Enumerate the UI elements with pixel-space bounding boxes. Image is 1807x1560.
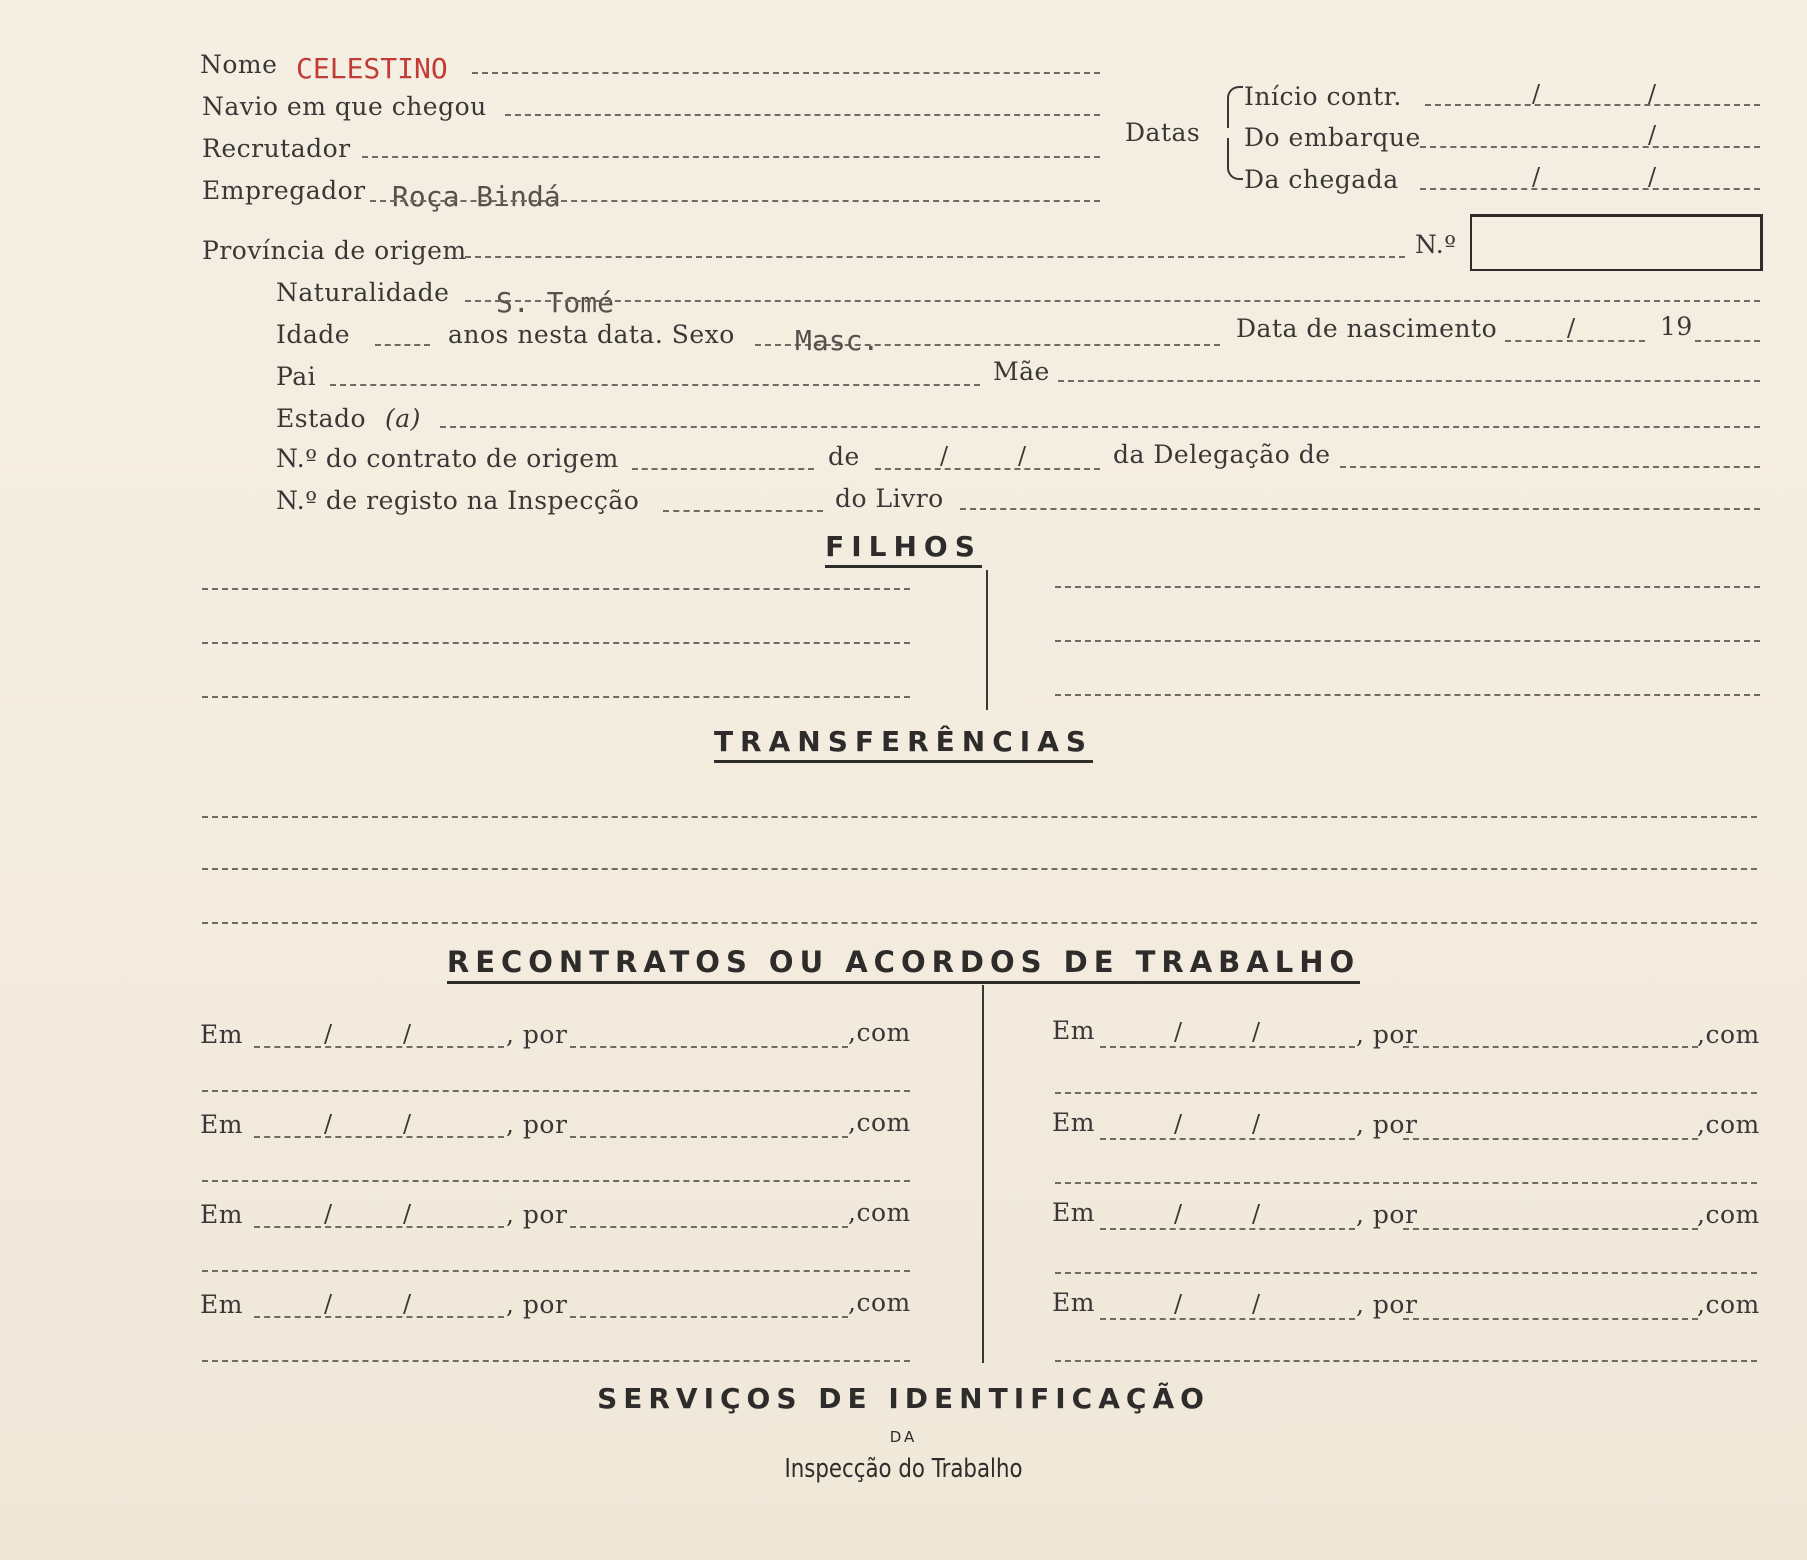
inicio-line (1425, 104, 1760, 106)
contrato-label: N.º do contrato de origem (276, 444, 619, 473)
empregador-value: Roça Bindá (392, 180, 561, 213)
em-slash-2: / (403, 1110, 412, 1138)
estado-line (440, 426, 1760, 428)
ano-prefix: 19 (1660, 312, 1693, 341)
em-slash-2: / (1252, 1290, 1261, 1318)
em-slash-1: / (1174, 1290, 1183, 1318)
em-date-line (1100, 1138, 1355, 1140)
por-line (570, 1316, 848, 1318)
recontratos-heading-text: RECONTRATOS OU ACORDOS DE TRABALHO (447, 945, 1360, 984)
livro-line (960, 508, 1760, 510)
por-line (570, 1046, 848, 1048)
transferencias-line-2 (202, 868, 1757, 870)
com-label: ,com (848, 1198, 911, 1227)
recontrato-continuation-line (202, 1090, 910, 1092)
em-label: Em (1052, 1108, 1095, 1137)
transferencias-line-1 (202, 816, 1757, 818)
em-label: Em (200, 1110, 243, 1139)
em-slash-1: / (324, 1020, 333, 1048)
nome-line (472, 72, 1100, 74)
delegacao-label: da Delegação de (1113, 440, 1331, 469)
embarque-line (1420, 146, 1760, 148)
com-label: ,com (848, 1018, 911, 1047)
transferencias-line-3 (202, 922, 1757, 924)
anos-label: anos nesta data. Sexo (448, 320, 735, 349)
em-label: Em (200, 1200, 243, 1229)
recontrato-continuation-line (1055, 1272, 1757, 1274)
datas-brace-top (1227, 86, 1243, 128)
empregador-label: Empregador (202, 176, 366, 205)
footer-title: SERVIÇOS DE IDENTIFICAÇÃO (597, 1382, 1210, 1415)
contrato-de-label: de (828, 442, 860, 471)
registo-line (663, 510, 823, 512)
mae-line (1058, 380, 1760, 382)
em-slash-2: / (1252, 1018, 1261, 1046)
filhos-left-line-1 (202, 588, 910, 590)
em-slash-2: / (1252, 1110, 1261, 1138)
por-label: , por (506, 1200, 568, 1229)
em-date-line (254, 1316, 504, 1318)
por-label: , por (1356, 1020, 1418, 1049)
recontrato-continuation-line (1055, 1182, 1757, 1184)
em-date-line (1100, 1318, 1355, 1320)
chegada-label: Da chegada (1244, 165, 1399, 194)
contrato-slash-2: / (1018, 442, 1027, 470)
em-label: Em (200, 1290, 243, 1319)
filhos-right-line-2 (1055, 640, 1760, 642)
numero-box[interactable] (1470, 214, 1763, 271)
em-label: Em (200, 1020, 243, 1049)
recontratos-heading (0, 945, 1807, 979)
embarque-slash: / (1648, 121, 1657, 149)
filhos-right-line-1 (1055, 586, 1760, 588)
em-slash-1: / (324, 1110, 333, 1138)
recrutador-label: Recrutador (202, 134, 351, 163)
provincia-line (465, 256, 1405, 258)
footer-da: DA (889, 1428, 918, 1446)
delegacao-line (1340, 466, 1760, 468)
pai-label: Pai (276, 362, 317, 391)
por-label: , por (1356, 1290, 1418, 1319)
recontratos-divider (982, 985, 984, 1363)
em-slash-2: / (403, 1200, 412, 1228)
com-label: ,com (1697, 1020, 1760, 1049)
por-line (1403, 1318, 1698, 1320)
livro-label: do Livro (835, 484, 944, 513)
navio-label: Navio em que chegou (202, 92, 487, 121)
em-slash-1: / (1174, 1110, 1183, 1138)
idade-label: Idade (276, 320, 351, 349)
footer-inspeccao: Inspecção do Trabalho (784, 1454, 1023, 1484)
recontrato-continuation-line (202, 1270, 910, 1272)
recontrato-continuation-line (202, 1360, 910, 1362)
chegada-slash-2: / (1648, 163, 1657, 191)
nascimento-slash: / (1567, 314, 1576, 342)
provincia-label: Província de origem (202, 236, 467, 265)
recontrato-continuation-line (1055, 1360, 1757, 1362)
filhos-heading (0, 530, 1807, 563)
sexo-value: Masc. (795, 324, 880, 357)
registo-label: N.º de registo na Inspecção (276, 486, 640, 515)
navio-line (505, 114, 1100, 116)
em-slash-1: / (1174, 1018, 1183, 1046)
com-label: ,com (1697, 1110, 1760, 1139)
em-slash-2: / (403, 1020, 412, 1048)
filhos-heading-text: FILHOS (825, 530, 982, 568)
filhos-right-line-3 (1055, 694, 1760, 696)
contrato-date-line (875, 468, 1100, 470)
por-label: , por (1356, 1200, 1418, 1229)
com-label: ,com (848, 1108, 911, 1137)
por-label: , por (506, 1290, 568, 1319)
em-date-line (254, 1226, 504, 1228)
em-slash-2: / (403, 1290, 412, 1318)
em-slash-1: / (1174, 1200, 1183, 1228)
filhos-left-line-3 (202, 696, 910, 698)
por-line (1403, 1228, 1698, 1230)
nome-value: CELESTINO (296, 52, 448, 85)
em-slash-1: / (324, 1290, 333, 1318)
por-line (570, 1136, 848, 1138)
por-line (1403, 1046, 1698, 1048)
idade-line (375, 344, 430, 346)
em-date-line (1100, 1046, 1355, 1048)
em-label: Em (1052, 1288, 1095, 1317)
recontrato-continuation-line (1055, 1092, 1757, 1094)
estado-note: (a) (385, 404, 421, 433)
em-date-line (254, 1046, 504, 1048)
transferencias-heading-text: TRANSFERÊNCIAS (714, 725, 1093, 763)
com-label: ,com (848, 1288, 911, 1317)
por-label: , por (1356, 1110, 1418, 1139)
em-label: Em (1052, 1198, 1095, 1227)
naturalidade-line (465, 300, 1760, 302)
por-line (570, 1226, 848, 1228)
datas-label: Datas (1125, 118, 1201, 147)
embarque-label: Do embarque (1244, 123, 1421, 152)
ano-line (1695, 340, 1760, 342)
datas-brace-bottom (1227, 138, 1243, 180)
por-label: , por (506, 1020, 568, 1049)
em-date-line (1100, 1228, 1355, 1230)
com-label: ,com (1697, 1290, 1760, 1319)
recontrato-continuation-line (202, 1180, 910, 1182)
em-slash-2: / (1252, 1200, 1261, 1228)
empregador-line (370, 200, 1100, 202)
filhos-left-line-2 (202, 642, 910, 644)
chegada-line (1420, 188, 1760, 190)
por-label: , por (506, 1110, 568, 1139)
naturalidade-label: Naturalidade (276, 278, 450, 307)
pai-line (330, 384, 980, 386)
em-label: Em (1052, 1016, 1095, 1045)
inicio-slash-2: / (1648, 80, 1657, 108)
filhos-divider (986, 570, 988, 710)
por-line (1403, 1138, 1698, 1140)
transferencias-heading (0, 725, 1807, 758)
inicio-label: Início contr. (1244, 82, 1402, 111)
em-slash-1: / (324, 1200, 333, 1228)
em-date-line (254, 1136, 504, 1138)
numero-label: N.º (1415, 230, 1457, 259)
naturalidade-value: S. Tomé (496, 286, 615, 319)
contrato-slash-1: / (940, 442, 949, 470)
com-label: ,com (1697, 1200, 1760, 1229)
inicio-slash-1: / (1532, 80, 1541, 108)
contrato-line (632, 468, 814, 470)
recrutador-line (362, 156, 1100, 158)
mae-label: Mãe (993, 357, 1050, 386)
chegada-slash-1: / (1532, 163, 1541, 191)
nome-label: Nome (200, 50, 278, 79)
data-nascimento-label: Data de nascimento (1236, 314, 1498, 343)
estado-label: Estado (276, 404, 367, 433)
